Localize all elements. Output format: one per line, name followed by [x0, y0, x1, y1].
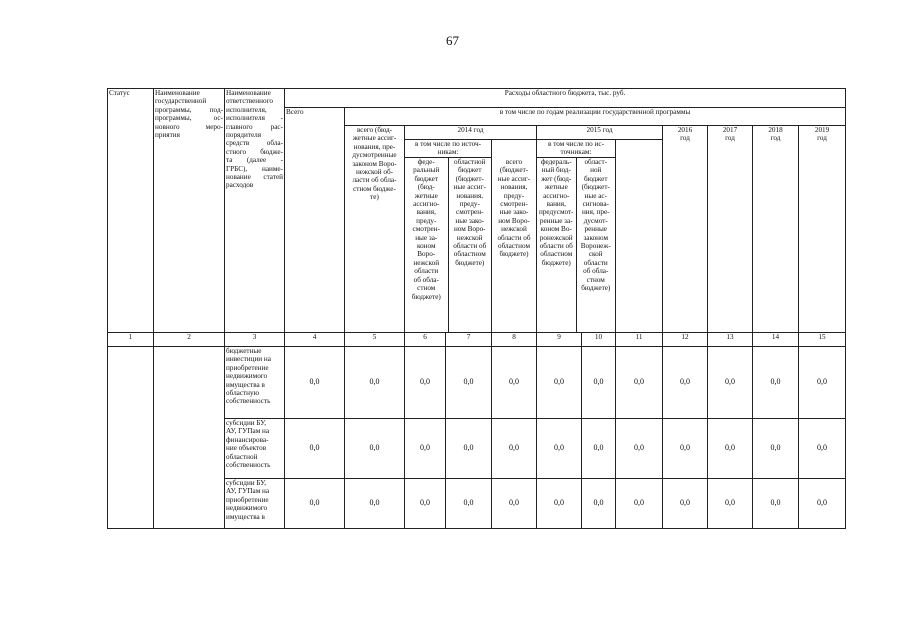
value-cell: 0,0	[799, 347, 846, 419]
text-line: год	[680, 134, 690, 143]
header-executor	[225, 89, 285, 333]
text-line: приобретение	[226, 495, 269, 504]
text-line: Наименование	[155, 89, 200, 97]
text-line: дусмотренные	[352, 151, 397, 160]
row-name	[225, 419, 285, 479]
header-year-2018	[753, 126, 799, 333]
text-line: имущества в	[226, 512, 265, 521]
header-year-2017	[708, 126, 753, 333]
text-line: преду-	[416, 216, 437, 225]
text-line: ные зако-	[455, 216, 485, 225]
value-cell: 0,0	[345, 419, 405, 479]
column-number: 10	[582, 333, 616, 347]
text-line: жет (бюд-	[541, 174, 572, 183]
text-line: инвестиции на	[226, 355, 271, 364]
text-line: ный бюд-	[541, 166, 571, 175]
header-federal-2015	[537, 158, 576, 333]
text-line: приятия	[155, 131, 180, 140]
text-line: об обла-	[583, 267, 609, 276]
text-line: бюджет	[457, 166, 482, 175]
text-line: ренные	[584, 225, 607, 234]
text-line: бюджете)	[541, 258, 571, 267]
text-line: област-	[584, 158, 608, 166]
text-line: Наименование	[226, 89, 271, 97]
status-cell	[108, 347, 154, 529]
value-cell: 0,0	[537, 419, 582, 479]
value-cell: 0,0	[285, 479, 345, 529]
text-line: законом	[583, 233, 609, 242]
text-line: нование статей	[226, 173, 283, 182]
text-line: области	[583, 258, 608, 267]
text-line: (бюджет-	[455, 174, 484, 183]
text-line: субсидии БУ,	[226, 419, 267, 427]
header-year-2014: 2014 год	[405, 126, 537, 140]
text-line: областной	[226, 452, 258, 461]
text-line: преду-	[459, 200, 480, 209]
text-line: ассигно-	[413, 200, 440, 209]
text-line: 2017	[722, 126, 738, 134]
row-name	[225, 347, 285, 419]
text-line: ные ас-	[584, 191, 607, 200]
value-cell: 0,0	[616, 419, 663, 479]
header-status: Статус	[108, 89, 154, 333]
column-numbers-row	[108, 333, 846, 347]
value-cell: 0,0	[446, 347, 492, 419]
text-line: ответственного	[226, 97, 273, 106]
text-line: приобретение	[226, 363, 269, 372]
text-line: федераль-	[540, 158, 572, 166]
header-2015-sources-block	[537, 140, 616, 333]
text-line: ральный	[413, 166, 440, 175]
text-line: предусмот-	[538, 208, 574, 217]
text-line: ние объектов	[226, 444, 267, 453]
text-line: нежской об-	[355, 168, 394, 177]
text-line: исполнителя -	[226, 114, 283, 123]
header-sources-2014	[405, 140, 491, 158]
value-cell: 0,0	[799, 419, 846, 479]
value-cell: 0,0	[616, 347, 663, 419]
text-line: АУ, ГУПам на	[226, 427, 270, 436]
row-name	[225, 479, 285, 529]
value-cell: 0,0	[537, 347, 582, 419]
text-line: стного бюдже-	[226, 147, 283, 156]
text-line: 2016	[677, 126, 693, 134]
header-year-2015: 2015 год	[537, 126, 663, 140]
text-line: год	[817, 134, 827, 143]
text-line: областной	[454, 158, 486, 166]
text-line: стном	[586, 275, 605, 284]
text-line: имущества в	[226, 380, 265, 389]
column-number: 6	[405, 333, 446, 347]
text-line: недвижимого	[226, 504, 268, 513]
text-line: бюджет	[414, 174, 439, 183]
text-line: дусмот-	[583, 216, 608, 225]
column-number: 7	[446, 333, 492, 347]
text-line: год	[770, 134, 781, 143]
text-line: ные зако-	[499, 208, 529, 217]
value-cell: 0,0	[345, 347, 405, 419]
page-number: 67	[446, 33, 459, 48]
value-cell: 0,0	[446, 479, 492, 529]
value-cell: 0,0	[616, 479, 663, 529]
text-line: всего (бюд-	[356, 126, 393, 134]
text-line: вания,	[546, 200, 566, 209]
value-cell: 0,0	[582, 419, 616, 479]
text-line: смотрен-	[412, 225, 440, 234]
text-line: бюджете)	[499, 250, 529, 259]
text-line: программы, под-	[155, 105, 223, 114]
text-line: год	[725, 134, 735, 143]
value-cell: 0,0	[582, 479, 616, 529]
value-cell: 0,0	[753, 419, 799, 479]
text-line: преду-	[503, 191, 525, 200]
text-line: бюджетные	[226, 347, 262, 355]
text-line: нования,	[500, 183, 528, 192]
text-line: исполнителя,	[226, 105, 267, 114]
text-line: законом Воро-	[352, 159, 397, 168]
table-row	[108, 347, 846, 419]
text-line: вания,	[416, 208, 436, 217]
column-number: 14	[753, 333, 799, 347]
text-line: собственность	[226, 397, 271, 406]
value-cell: 0,0	[405, 347, 446, 419]
value-cell: 0,0	[405, 479, 446, 529]
text-line: бюджете)	[455, 258, 485, 267]
column-number: 1	[108, 333, 154, 347]
text-line: областном	[497, 242, 531, 251]
text-line: областную	[226, 389, 259, 398]
text-line: коном Во-	[540, 225, 572, 234]
header-expenses-title: Расходы областного бюджета, тыс. руб.	[285, 89, 846, 108]
text-line: ренные за-	[539, 216, 573, 225]
value-cell: 0,0	[708, 479, 753, 529]
text-line: 2018	[768, 126, 783, 134]
text-line: жетные	[544, 183, 568, 192]
text-line: нования,	[456, 191, 484, 200]
header-sources-2015	[537, 140, 615, 158]
text-line: феде-	[417, 158, 435, 166]
value-cell: 0,0	[708, 347, 753, 419]
value-cell: 0,0	[582, 347, 616, 419]
text-line: нежской	[501, 225, 527, 234]
text-line: коном	[416, 242, 436, 251]
text-line: ной	[590, 166, 602, 175]
text-line: собственность	[226, 461, 271, 470]
text-line: областном	[453, 250, 486, 259]
text-line: области об	[453, 242, 487, 251]
value-cell: 0,0	[663, 347, 708, 419]
budget-table	[107, 88, 846, 529]
text-line: ные ассиг-	[453, 183, 486, 192]
text-line: нежской	[413, 258, 440, 267]
text-line: порядителя	[226, 131, 262, 140]
value-cell: 0,0	[405, 419, 446, 479]
text-line: области об	[539, 242, 573, 251]
column-number: 12	[663, 333, 708, 347]
text-line: ном Воро-	[498, 216, 530, 225]
text-line: ласти об обла-	[352, 176, 397, 185]
header-total-law	[345, 126, 405, 333]
header-program-name	[154, 89, 225, 333]
value-cell: 0,0	[492, 347, 537, 419]
value-cell: 0,0	[537, 479, 582, 529]
text-line: смотрен-	[500, 200, 528, 209]
header-year-2019	[799, 126, 846, 333]
text-line: та (далее -	[226, 156, 283, 165]
text-line: в том числе по ис-	[548, 140, 604, 148]
header-total-2015	[492, 140, 537, 333]
text-line: новного меро-	[155, 122, 223, 131]
text-line: (бюд-	[417, 183, 435, 192]
value-cell: 0,0	[492, 479, 537, 529]
text-line: субсидии БУ,	[226, 479, 267, 487]
text-line: нежской	[456, 233, 483, 242]
text-line: средств обла-	[226, 139, 283, 148]
column-number: 8	[492, 333, 537, 347]
value-cell: 0,0	[663, 479, 708, 529]
text-line: об обла-	[413, 275, 439, 284]
text-line: никам:	[437, 148, 459, 157]
text-line: Воронеж-	[580, 242, 611, 251]
text-line: ронежской	[539, 233, 573, 242]
header-by-years: в том числе по годам реализации государственной программы	[345, 108, 846, 126]
text-line: ния, пре-	[581, 208, 610, 217]
text-line: стном бюдже-	[353, 184, 396, 193]
text-line: нования, пре-	[353, 142, 396, 151]
value-cell: 0,0	[753, 347, 799, 419]
text-line: государственной	[155, 97, 207, 106]
column-number: 4	[285, 333, 345, 347]
text-line: те)	[370, 193, 379, 202]
text-line: (бюджет-	[499, 166, 529, 175]
text-line: бюджете)	[581, 284, 611, 293]
value-cell: 0,0	[285, 347, 345, 419]
text-line: Воро-	[417, 250, 436, 259]
text-line: недвижимого	[226, 372, 268, 381]
text-line: ном Воро-	[453, 225, 486, 234]
text-line: сигнова-	[582, 200, 609, 209]
header-total: Всего	[285, 108, 345, 333]
value-cell: 0,0	[708, 419, 753, 479]
value-cell: 0,0	[799, 479, 846, 529]
text-line: бюджете)	[411, 292, 441, 301]
text-line: расходов	[226, 181, 254, 190]
value-cell: 0,0	[345, 479, 405, 529]
column-number: 15	[799, 333, 846, 347]
value-cell: 0,0	[446, 419, 492, 479]
text-line: жетные ассиг-	[352, 134, 397, 143]
header-year-2016	[663, 126, 708, 333]
text-line: ской	[588, 250, 603, 259]
text-line: ассигно-	[543, 191, 570, 200]
text-line: смотрен-	[456, 208, 484, 217]
header-federal-2014	[405, 158, 448, 333]
column-number: 5	[345, 333, 405, 347]
text-line: точникам:	[560, 148, 592, 157]
program-name-cell	[154, 347, 225, 529]
value-cell: 0,0	[753, 479, 799, 529]
text-line: всего	[505, 158, 523, 166]
text-line: ные за-	[415, 233, 438, 242]
text-line: ные ассиг-	[497, 174, 531, 183]
text-line: в том числе по источ-	[415, 140, 481, 148]
text-line: бюджет	[583, 174, 608, 183]
value-cell: 0,0	[663, 419, 708, 479]
text-line: области	[414, 267, 439, 276]
text-line: областном	[540, 250, 573, 259]
value-cell: 0,0	[285, 419, 345, 479]
text-line: области об	[497, 233, 531, 242]
column-number: 13	[708, 333, 753, 347]
text-line: главного рас-	[226, 122, 283, 131]
header-regional-2014	[448, 158, 491, 333]
text-line: программы, ос-	[155, 114, 223, 123]
text-line: (бюджет-	[581, 183, 610, 192]
column-number: 3	[225, 333, 285, 347]
column-number: 11	[616, 333, 663, 347]
value-cell: 0,0	[492, 419, 537, 479]
column-number: 2	[154, 333, 225, 347]
text-line: АУ, ГУПам на	[226, 487, 270, 496]
text-line: жетные	[414, 191, 438, 200]
text-line: финансирова-	[226, 435, 269, 444]
header-2014-sources-block	[405, 140, 492, 333]
text-line: ГРБС), наиме-	[226, 164, 283, 173]
text-line: 2019	[814, 126, 830, 134]
header-regional-2015	[576, 158, 615, 333]
text-line: стном	[417, 284, 436, 293]
column-number: 9	[537, 333, 582, 347]
